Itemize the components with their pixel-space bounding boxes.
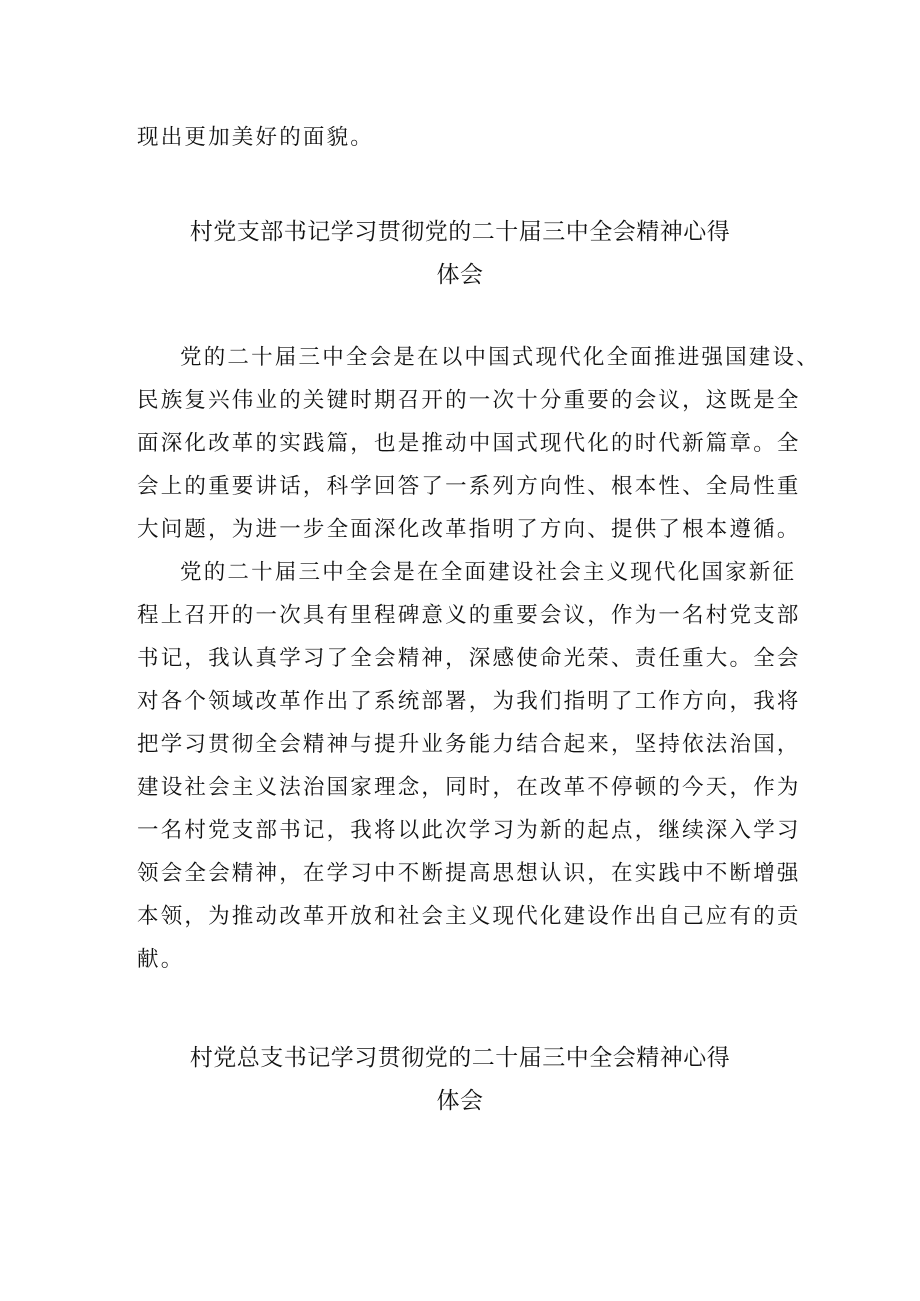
paragraph-line: 面深化改革的实践篇，也是推动中国式现代化的时代新篇章。全 [137, 431, 801, 456]
continuation-line: 现出更加美好的面貌。 [137, 125, 375, 150]
paragraph-line: 大问题，为进一步全面深化改革指明了方向、提供了根本遵循。 [137, 517, 801, 542]
paragraph-line: 一名村党支部书记，我将以此次学习为新的起点，继续深入学习 [137, 818, 801, 843]
section-title-2-line-1: 村党总支书记学习贯彻党的二十届三中全会精神心得 [189, 1045, 731, 1071]
section-title-2-line-2: 体会 [436, 1088, 484, 1114]
paragraph-line: 会上的重要讲话，科学回答了一系列方向性、根本性、全局性重 [137, 474, 801, 499]
paragraph-line: 程上召开的一次具有里程碑意义的重要会议，作为一名村党支部 [137, 603, 801, 628]
section-title-1-line-1: 村党支部书记学习贯彻党的二十届三中全会精神心得 [189, 219, 731, 245]
paragraph-line: 建设社会主义法治国家理念，同时，在改革不停顿的今天，作为 [137, 775, 801, 800]
paragraph-line: 书记，我认真学习了全会精神，深感使命光荣、责任重大。全会 [137, 646, 801, 671]
paragraph-line: 领会全会精神，在学习中不断提高思想认识，在实践中不断增强 [137, 861, 801, 886]
paragraph-line: 献。 [137, 947, 185, 972]
section-title-1-line-2: 体会 [436, 262, 484, 288]
paragraph-line: 把学习贯彻全会精神与提升业务能力结合起来，坚持依法治国， [137, 732, 801, 757]
paragraph-line: 党的二十届三中全会是在以中国式现代化全面推进强国建设、 [180, 345, 820, 370]
paragraph-line: 党的二十届三中全会是在全面建设社会主义现代化国家新征 [180, 560, 797, 585]
paragraph-line: 本领，为推动改革开放和社会主义现代化建设作出自己应有的贡 [137, 904, 801, 929]
paragraph-line: 民族复兴伟业的关键时期召开的一次十分重要的会议，这既是全 [137, 388, 801, 413]
paragraph-line: 对各个领域改革作出了系统部署，为我们指明了工作方向，我将 [137, 689, 801, 714]
